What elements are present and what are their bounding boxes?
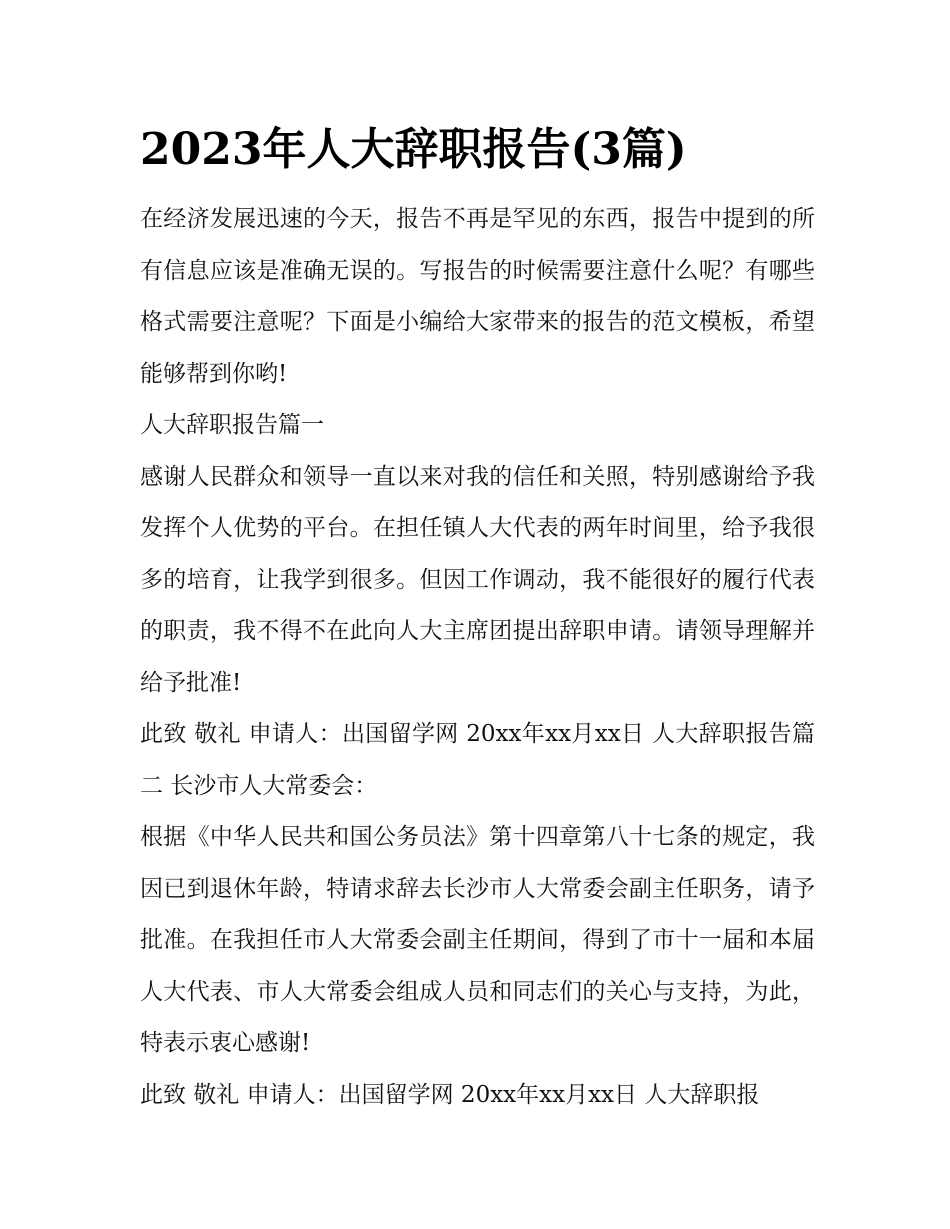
body-paragraph-1: 感谢人民群众和领导一直以来对我的信任和关照，特别感谢给予我发挥个人优势的平台。在担任镇人大代表的两年时间里，给予我很多的培育，让我学到很多。但因工作调动，我不能很好的履行代表的职责，我不得不在此向人大主席团提出辞职申请。请领导理解并给予批准! [140, 463, 815, 696]
section-heading-1: 人大辞职报告篇一 [140, 412, 324, 438]
intro-paragraph: 在经济发展迅速的今天，报告不再是罕见的东西，报告中提到的所有信息应该是准确无误的。写报告的时候需要注意什么呢？有哪些格式需要注意呢？下面是小编给大家带来的报告的范文模板，希望能够帮到你哟! [140, 206, 815, 387]
document-body [140, 118, 815, 1121]
closing-paragraph-2: 此致 敬礼 申请人：出国留学网 20xx年xx月xx日 人大辞职报 [140, 1081, 760, 1108]
body-paragraph-2: 根据《中华人民共和国公务员法》第十四章第八十七条的规定，我因已到退休年龄，特请求辞去长沙市人大常委会副主任职务，请予批准。在我担任市人大常委会副主任期间，得到了市十一届和本届人大代表、市人大常委会组成人员和同志们的关心与支持，为此，特表示衷心感谢! [140, 824, 815, 1056]
document-title: 2023年人大辞职报告(3篇) [140, 124, 687, 175]
closing-paragraph-1: 此致 敬礼 申请人：出国留学网 20xx年xx月xx日 人大辞职报告篇二 长沙市人大常委会： [140, 721, 815, 799]
